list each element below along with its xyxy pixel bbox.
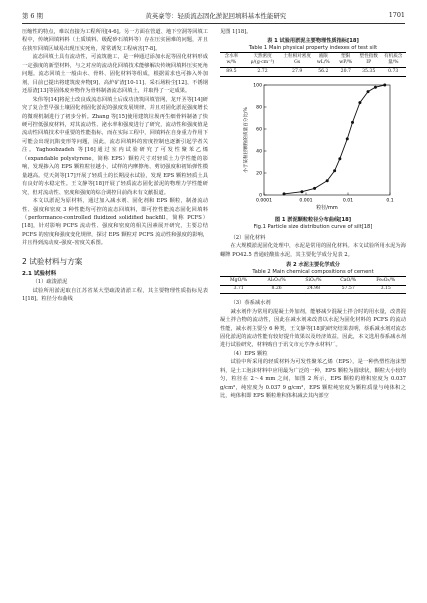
table-1-header-4: 塑限 wP/% bbox=[335, 53, 357, 68]
data-point bbox=[326, 179, 329, 182]
right-bottom-paragraph-3: 试验中所采用的轻质材料为可发性聚苯乙烯（EPS），是一种热塑性泡沫塑料，是土工泡沫材料中应用最为广泛的一种，EPS 颗粒为圆球状，颗粒大小较均匀，粒径在 2～4 mm 之间，如图 2 所示，EPS 颗粒的堆积密度为 0.037 g/cm³，纯密度为 0.037 9 g/cm³，EPS 颗粒纯密度为颗粒质量与纯体积之比，纯体积即 EPS 颗粒堆积体积减去其内部空 bbox=[220, 359, 406, 400]
psd-chart-svg bbox=[220, 77, 406, 217]
running-header bbox=[22, 8, 405, 22]
y-tick-label: 60 bbox=[256, 127, 262, 133]
y-tick-label: 40 bbox=[256, 149, 262, 155]
data-point bbox=[300, 190, 303, 193]
issue-number: 第 6 期 bbox=[22, 11, 43, 20]
table-2-header-4: Fe₂O₃/% bbox=[365, 277, 406, 286]
left-paragraph-4: 2 试验材料与方案 bbox=[22, 256, 83, 266]
table-1-header-1: 天然密度 ρ/(g·cm⁻³) bbox=[243, 53, 282, 68]
x-axis-label: 粒径/mm bbox=[316, 204, 338, 211]
table-1-cell: 27.9 bbox=[282, 68, 312, 77]
plot-frame bbox=[264, 85, 390, 195]
right-mid-paragraph-0: （2）固化材料 bbox=[230, 234, 266, 241]
right-column bbox=[220, 28, 406, 401]
table-1-header-6: 有机质含量/% bbox=[380, 53, 406, 68]
x-tick-label: 0.1 bbox=[386, 198, 394, 204]
table-2-header-0: MgO/% bbox=[220, 277, 257, 286]
table-2-row bbox=[220, 285, 406, 294]
left-paragraph-0: 压缩性的特点，难以直接为工程所用[4-6]。另一方面在管道、地下空洞等回填工程中，传统回填料料（土质填料、级配砂石填料等）存在压实困难的问题，并且在狭窄回填区域易出现压实死角，常常诱发工程病害[7-8]。 bbox=[22, 29, 208, 52]
table-2-header-3: CaO/% bbox=[331, 277, 366, 286]
header-rule bbox=[22, 23, 405, 24]
left-paragraph-3: 本文以淤泥为原材料，通过加入减水剂、固化剂和 EPS 颗粒，制备流动性、强度和密度 3 种性能均可控的流态回填料，即可控性能流态固化回填料（performance-controlled fluidized solidified backfill，简称 PCFS）[18]，针对影响 PCFS 流动性、强度和密度的相关因素展开研究，主要总结 PCFS 的密度和强度变化规律，探讨 EPS 颗粒对 PCFS 流动性和强度的影响，并且得到流动度–强度–密度关系图。 bbox=[22, 198, 208, 247]
x-tick-label: 0.001 bbox=[299, 198, 313, 204]
y-tick-label: 0 bbox=[259, 193, 262, 199]
table-2-grid bbox=[220, 276, 406, 294]
table-1 bbox=[220, 38, 406, 76]
table-1-cell: 2.72 bbox=[243, 68, 282, 77]
right-bottom-paragraph-0: （3）萘系减水剂 bbox=[230, 300, 271, 307]
data-point bbox=[374, 85, 377, 88]
x-tick-label: 0.01 bbox=[342, 198, 354, 204]
y-tick-label: 80 bbox=[256, 105, 262, 111]
table-1-grid bbox=[220, 52, 406, 76]
data-point bbox=[313, 187, 316, 190]
running-title: 黄英豪等：轻质流态固化淤泥回填料基本性能研究 bbox=[145, 11, 287, 20]
left-paragraph-6: （1）疏浚淤泥 bbox=[32, 279, 68, 286]
table-1-cell: 0.73 bbox=[380, 68, 406, 77]
right-bottom-text bbox=[220, 299, 406, 400]
data-point bbox=[333, 169, 336, 172]
table-1-row bbox=[220, 68, 406, 77]
data-point bbox=[351, 121, 354, 124]
data-point bbox=[367, 90, 370, 93]
data-point bbox=[358, 101, 361, 104]
left-paragraph-2: 朱伟等[14]将泥土改良成流态回填土后成功浇筑回填管网，龙开圣等[14]研究了复合型早强土壤固化剂固化淤泥的强度发展规律，并且对固化淤泥强度增长的微观机制进行了初步分析。Zhang 等[15]使用建筑垃圾再生细骨料制备了快硬可控低强度材料，对其流动性、泌水率和强度进行了研究，流动性和强度值是流动性回填技术中重要的性能指标，而在实际工程中，回填料在自身重力作用下可能会出现沉陷变形等问题，因此，流态回填料的密度控制也逐渐引起学者关注。Yaghoobzadeh 等[16]通过室内试验研究了可发性聚苯乙烯（expandable polystyrene，简称 EPS）颗粒尺寸对轻质土力学性能的影响，发现掺入的 EPS 颗粒粒径越小，试样的内摩擦角、剪切强度和初始弹性模量越高。党天剑等[17]开展了轻质土的长期浸水试验，发现 EPS 颗粒轻质土具有良好的水稳定性。王文静等[18]开展了轻质流态固化淤泥的物理力学性能研究，但对流动性、密度和强度的综合调控目前尚未有文献报道。 bbox=[22, 96, 208, 196]
right-bottom-paragraph-2: （4）EPS 颗粒 bbox=[230, 350, 268, 357]
table-2 bbox=[220, 262, 406, 294]
table-2-caption-cn: 表 2 水泥主要化学成分 bbox=[286, 262, 340, 268]
right-mid-paragraph-1: 在大规模淤泥固化处理中，水泥是常用的固化材料。本文试验所用水泥为海螺牌 PO42.5 普通硅酸盐水泥，其主要化学成分见表 2。 bbox=[220, 243, 406, 258]
figure-1-caption-cn: 图 1 淤泥颗粒粒径分布曲线[18] bbox=[274, 216, 352, 223]
data-point bbox=[338, 157, 341, 160]
table-1-caption-en: Table 1 Main physical property indexes of test silt bbox=[248, 45, 378, 52]
page-number: 1701 bbox=[388, 11, 405, 19]
data-point bbox=[346, 137, 349, 140]
table-2-caption-en: Table 2 Main chemical compositions of cement bbox=[252, 269, 374, 275]
y-tick-label: 20 bbox=[256, 171, 262, 177]
table-1-cell: 20.7 bbox=[335, 68, 357, 77]
y-axis-label: 小于某粒径颗粒的质量百分比/% bbox=[244, 106, 249, 173]
left-column bbox=[22, 28, 208, 304]
psd-curve bbox=[284, 85, 385, 194]
data-point bbox=[283, 192, 286, 195]
figure-ref-text: 见图 1[18]。 bbox=[220, 29, 252, 35]
table-2-cell: 8.26 bbox=[257, 285, 296, 294]
table-2-header-2: SiO₂/% bbox=[296, 277, 331, 286]
table-1-header-3: 液限 wL/% bbox=[312, 53, 334, 68]
table-2-cell: 57.57 bbox=[331, 285, 366, 294]
table-1-header-2: 土粒相对密度 Gs bbox=[282, 53, 312, 68]
table-1-cell: 35.35 bbox=[357, 68, 380, 77]
right-bottom-paragraph-1: 减水剂作为常用的混凝土外加剂，能够减少混凝土拌合时的用水量，改善混凝土拌合物的流动性，因此在减水剂来改善以水泥为固化材料的 PCFS 的流动性能，减水剂主要分 6 种类，王文静等[18]的研究结果表明，萘系减水剂对流态固化淤泥的流动性能有较好提升效果以及经济效益，因此，本文选用萘系减水剂进行试验研究，材料购自于讯文市元亨净水材料厂。 bbox=[220, 308, 406, 349]
table-2-cell: 3.15 bbox=[365, 285, 406, 294]
data-point bbox=[383, 83, 386, 86]
table-1-header-0: 含水率 w/% bbox=[220, 53, 243, 68]
left-paragraph-7: 试验所用淤泥取自江苏省某大型疏浚清淤工程，其主要物理性质指标见表 1[18]。粒径分布曲线 bbox=[22, 287, 208, 303]
left-paragraph-5: 2.1 试验材料 bbox=[22, 270, 57, 277]
figure-1-caption-en: Fig.1 Particle size distribution curve of silt[18] bbox=[253, 223, 373, 230]
table-1-header-5: 塑性指数 IP bbox=[357, 53, 380, 68]
table-1-caption-cn: 表 1 试验用淤泥主要物理性质指标[18] bbox=[267, 38, 359, 45]
x-tick-label: 0.0001 bbox=[255, 198, 273, 204]
table-1-cell: 56.2 bbox=[312, 68, 334, 77]
table-1-cell: 89.5 bbox=[220, 68, 243, 77]
figure-1-chart bbox=[220, 77, 406, 217]
right-mid-text bbox=[220, 234, 406, 259]
table-2-cell: 24.98 bbox=[296, 285, 331, 294]
table-2-cell: 3.71 bbox=[220, 285, 257, 294]
table-2-header-1: Al₂O₃/% bbox=[257, 277, 296, 286]
y-tick-label: 100 bbox=[253, 83, 262, 89]
left-paragraph-1: 流态回填土具有流动性，可流筑施工，是一种通过添加水泥等固化材料形成一定强度的新型材料，与之对应的流动化回填技术能够解决传统回填料压实死角问题。流态回填土一般由水、骨料、固化材料等组成，根据需求也可掺入外加剂，目前已提出将建筑废弃物[9]、高炉矿渣[10-11]、采石场粉尘[12]、不锈钢还原渣[13]等固体废弃物作为骨料制备流态回填土，并取得了一定成果。 bbox=[22, 54, 208, 95]
